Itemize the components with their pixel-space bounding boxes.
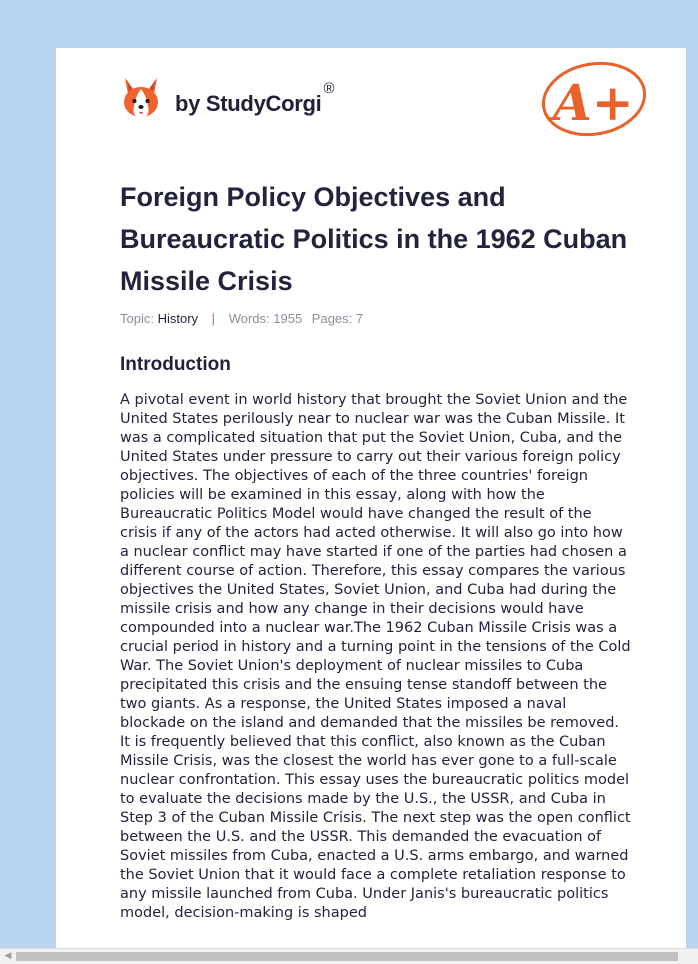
essay-title: Foreign Policy Objectives and Bureaucratic Politics in the 1962 Cuban Missile Crisis [120,182,628,296]
pages-label: Pages: [311,311,353,326]
studycorgi-logo[interactable] [122,76,333,120]
grade-text: A+ [553,73,634,132]
document-page [56,48,686,964]
section-heading-introduction: Introduction [120,354,231,375]
scrollbar-thumb[interactable] [16,952,678,961]
registered-mark: ® [323,79,335,97]
meta-separator: | [211,311,216,326]
essay-meta [120,311,363,326]
grade-a-plus-badge [539,60,649,140]
corgi-icon [122,76,160,120]
triangle-left-icon[interactable]: ◀ [4,951,12,961]
topic-link-history[interactable]: History [157,311,199,326]
topic-label: Topic: [120,311,154,326]
words-count: 1955 [273,311,303,326]
pages-count: 7 [355,311,364,326]
words-label: Words: [228,311,270,326]
brand-name: by StudyCorgi [175,91,322,116]
essay-body-paragraph: A pivotal event in world history that brought the Soviet Union and the United States perilously near to nuclear war was the Cuban Missile. It was a complicated situation that put the Soviet Union, Cuba, and the United States under pressure to carry out their various foreign policy objectives. The objectives of each of the three countries' foreign policies will be examined in this essay, along with how the Bureaucratic Politics Model would have changed the result of the crisis if any of the actors had acted otherwise. It will also go into how a nuclear conflict may have started if one of the parties had chosen a different course of action. Therefore, this essay compares the various objectives the United States, Soviet Union, and Cuba had during the missile crisis and how any change in their decisions would have compounded into a nuclear war.The 1962 Cuban Missile Crisis was a crucial period in history and a turning point in the tensions of the Cold War. The Soviet Union's deployment of nuclear missiles to Cuba precipitated this crisis and the ensuing tense standoff between the two giants. As a response, the United States imposed a naval blockade on the island and demanded that the missiles be removed. It is frequently believed that this conflict, also known as the Cuban Missile Crisis, was the closest the world has ever gone to a full-scale nuclear confrontation. This essay uses the bureaucratic politics model to evaluate the decisions made by the U.S., the USSR, and Cuba in Step 3 of the Cuban Missile Crisis. The next step was the open conflict between the U.S. and the USSR. This demanded the evacuation of Soviet missiles from Cuba, enacted a U.S. arms embargo, and warned the Soviet Union that it would face a complete retaliation response to any missile launched from Cuba. Under Janis's bureaucratic politics model, decision-making is shaped [120,392,631,921]
horizontal-scrollbar[interactable] [0,948,698,964]
